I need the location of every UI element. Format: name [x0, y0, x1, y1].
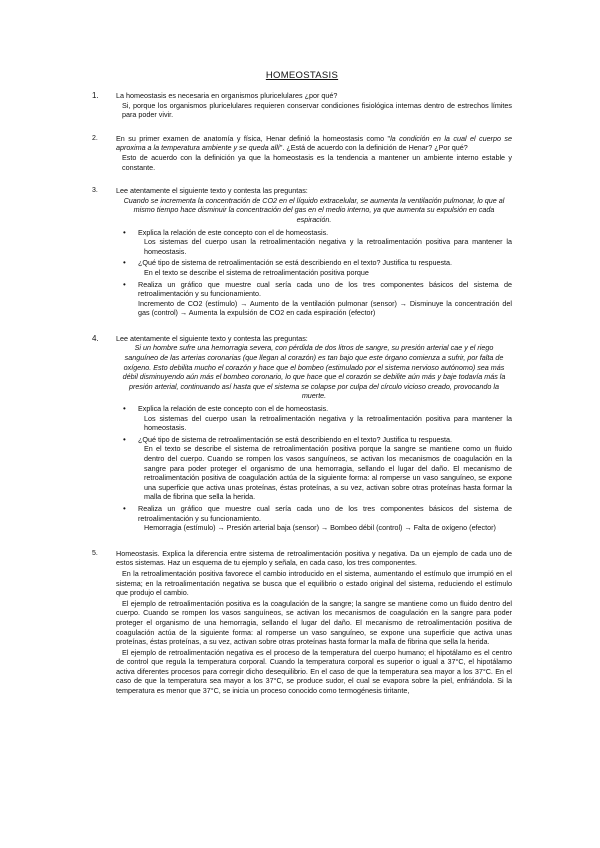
sub-question-text: • Explica la relación de este concepto con el de homeostasis. — [138, 227, 329, 237]
question-3 — [92, 186, 512, 320]
quoted-text: Cuando se incrementa la concentración de CO2 en el líquido extracelular, se aumenta la ventilación pulmonar, lo que al mismo tiempo hace disminuir la concentración del gas en el medio interno, ya que aumenta su expulsión en cada espiración. — [123, 195, 505, 224]
sub-question-text: • Realiza un gráfico que muestre cual sería cada uno de los tres componentes básicos del sistema de retroalimentación y su funcionamiento. — [138, 503, 512, 523]
sub-question-list — [116, 228, 512, 318]
question-text-end: ". ¿Está de acuerdo con la definición de Henar? ¿Por qué? — [279, 143, 468, 153]
sub-question-text: • ¿Qué tipo de sistema de retroalimentación se está describiendo en el texto? Justifica tu respuesta. — [138, 258, 453, 268]
sub-answer: Los sistemas del cuerpo usan la retroalimentación negativa y la retroalimentación positiva para mantener la homeostasis. — [144, 413, 512, 433]
sub-answer: Hemorragia (estímulo) → Presión arterial baja (sensor) → Bombeo débil (control) → Falta de oxígeno (efector) — [144, 523, 496, 533]
question-text — [116, 134, 512, 153]
sub-answer: En el texto se describe el sistema de retroalimentación positiva porque la sangre se mantiene como un fluido dentro del cuerpo. Cuando se rompen los vasos sanguíneos, se activan los mecanismos de coagulación en la sangre para poder proteger el organismo de una hemorragia, sellando el lugar del daño. El mecanismo de retroalimentación positiva de coagulación actúa de la siguiente forma: al romperse un vaso sanguíneo, se expone una superficie que activa unas proteínas, éstas proteínas, a su vez, activan sobre otras proteínas hasta formar la malla de fibrina que sella la herida. — [144, 444, 512, 502]
quoted-text: Si un hombre sufre una hemorragia severa, con pérdida de dos litros de sangre, su presión arterial cae y el riego sanguíneo de las arterias coronarias (que llegan al corazón) es tan bajo que este órgano comienza a sufrir, por falta de oxígeno. Esto debilita mucho el corazón y hace que el bombeo (estimulado por el sistema nervioso autónomo) sea más débil disminuyendo aún más el bombeo coronario, lo que hace que el corazón se debilite aún más y baje todavía más la presión arterial, continuando así hasta que el sistema se colapse por culpa del círculo vicioso creado, provocando la muerte. — [122, 343, 506, 401]
answer-paragraph: El ejemplo de retroalimentación negativa es el proceso de la temperatura del cuerpo humano; el hipotálamo es el centro de control que regula la temperatura corporal. Cuando la temperatura corporal es superior o igual a 37°C, el hipotálamo activa diferentes procesos para corregir dicho desequilibrio. En el caso de que la temperatura sea mayor a los 37°C. En el caso de que la temperatura sea mayor a los 37°C, se produce sudor, el cual se evapora sobre la piel, enfriándola. Si la temperatura es menor que 37°C, se inicia un proceso conocido como termogénesis tiritante, — [116, 647, 512, 696]
sub-answer: En el texto se describe el sistema de retroalimentación positiva porque — [144, 267, 369, 277]
sub-question — [138, 504, 512, 533]
sub-question — [138, 435, 512, 502]
sub-answer: Los sistemas del cuerpo usan la retroalimentación negativa y la retroalimentación positiva para mantener la homeostasis. — [144, 237, 512, 256]
question-number: 2. — [92, 134, 98, 142]
sub-question-text: • Explica la relación de este concepto con el de homeostasis. — [138, 404, 329, 414]
sub-question — [138, 404, 512, 433]
sub-question — [138, 228, 512, 257]
question-4 — [92, 334, 512, 535]
sub-answer: Incremento de CO2 (estímulo) → Aumento de la ventilación pulmonar (sensor) → Disminuye la concentración del gas (control) → Aumenta la expulsión de CO2 en cada espiración (efector) — [138, 298, 512, 318]
question-number: 1. — [92, 91, 99, 100]
question-1 — [92, 91, 512, 120]
question-text-start: En su primer examen de anatomía y física, Henar definió la homeostasis como " — [116, 133, 391, 143]
question-intro: Lee atentamente el siguiente texto y contesta las preguntas: — [116, 333, 308, 343]
question-intro: Lee atentamente el siguiente texto y contesta las preguntas: — [116, 186, 308, 196]
answer-paragraph: En la retroalimentación positiva favorece el cambio introducido en el sistema, aumentando el estímulo que irrumpió en el sistema; en la retroalimentación negativa se busca que el equilibrio o estado original del sistema, reduciendo el estímulo que produjo el cambio. — [116, 568, 512, 598]
answer-text: Si, porque los organismos pluricelulares requieren conservar condiciones fisiológica internas dentro de estrechos límites para poder vivir. — [122, 100, 512, 120]
question-text: La homeostasis es necesaria en organismos pluricelulares ¿por qué? — [116, 91, 338, 100]
sub-question-text: • Realiza un gráfico que muestre cual sería cada uno de los tres componentes básicos del sistema de retroalimentación y su funcionamiento. — [138, 279, 512, 299]
page-title: HOMEOSTASIS — [265, 70, 339, 81]
sub-question-text: • ¿Qué tipo de sistema de retroalimentación se está describiendo en el texto? Justifica tu respuesta. — [138, 434, 453, 444]
sub-question-list — [116, 404, 512, 533]
sub-question — [138, 280, 512, 318]
quoted-definition: la condición en la cual el cuerpo se aproxima a la temperatura ambiente y se queda allí — [116, 133, 512, 153]
sub-question — [138, 258, 512, 277]
question-text: Homeostasis. Explica la diferencia entre sistema de retroalimentación positiva y negativa. Da un ejemplo de cada uno de estos sistemas. Haz un esquema de tu ejemplo y señala, en cada caso, los tres componentes. — [116, 548, 512, 568]
question-2 — [92, 134, 512, 172]
answer-text: Esto de acuerdo con la definición ya que la homeostasis es la tendencia a mantener un ambiente interno estable y constante. — [122, 152, 512, 172]
question-number: 5. — [92, 549, 98, 557]
question-number: 4. — [92, 333, 99, 343]
answer-paragraph: El ejemplo de retroalimentación positiva es la coagulación de la sangre; la sangre se mantiene como un fluido dentro del cuerpo. Cuando se rompen los vasos sanguíneos, se activan los mecanismos de coagulación en la sangre para poder proteger el organismo de una hemorragia, sellando el lugar del daño. El mecanismo de retroalimentación positiva de coagulación actúa de la siguiente forma: al romperse un vaso sanguíneo, se expone una superficie que activa unas proteínas, éstas proteínas, a su vez, activan sobre otras proteínas hasta formar la malla de fibrina que sella la herida. — [116, 598, 512, 647]
question-number: 3. — [92, 187, 98, 195]
question-5 — [92, 549, 512, 696]
